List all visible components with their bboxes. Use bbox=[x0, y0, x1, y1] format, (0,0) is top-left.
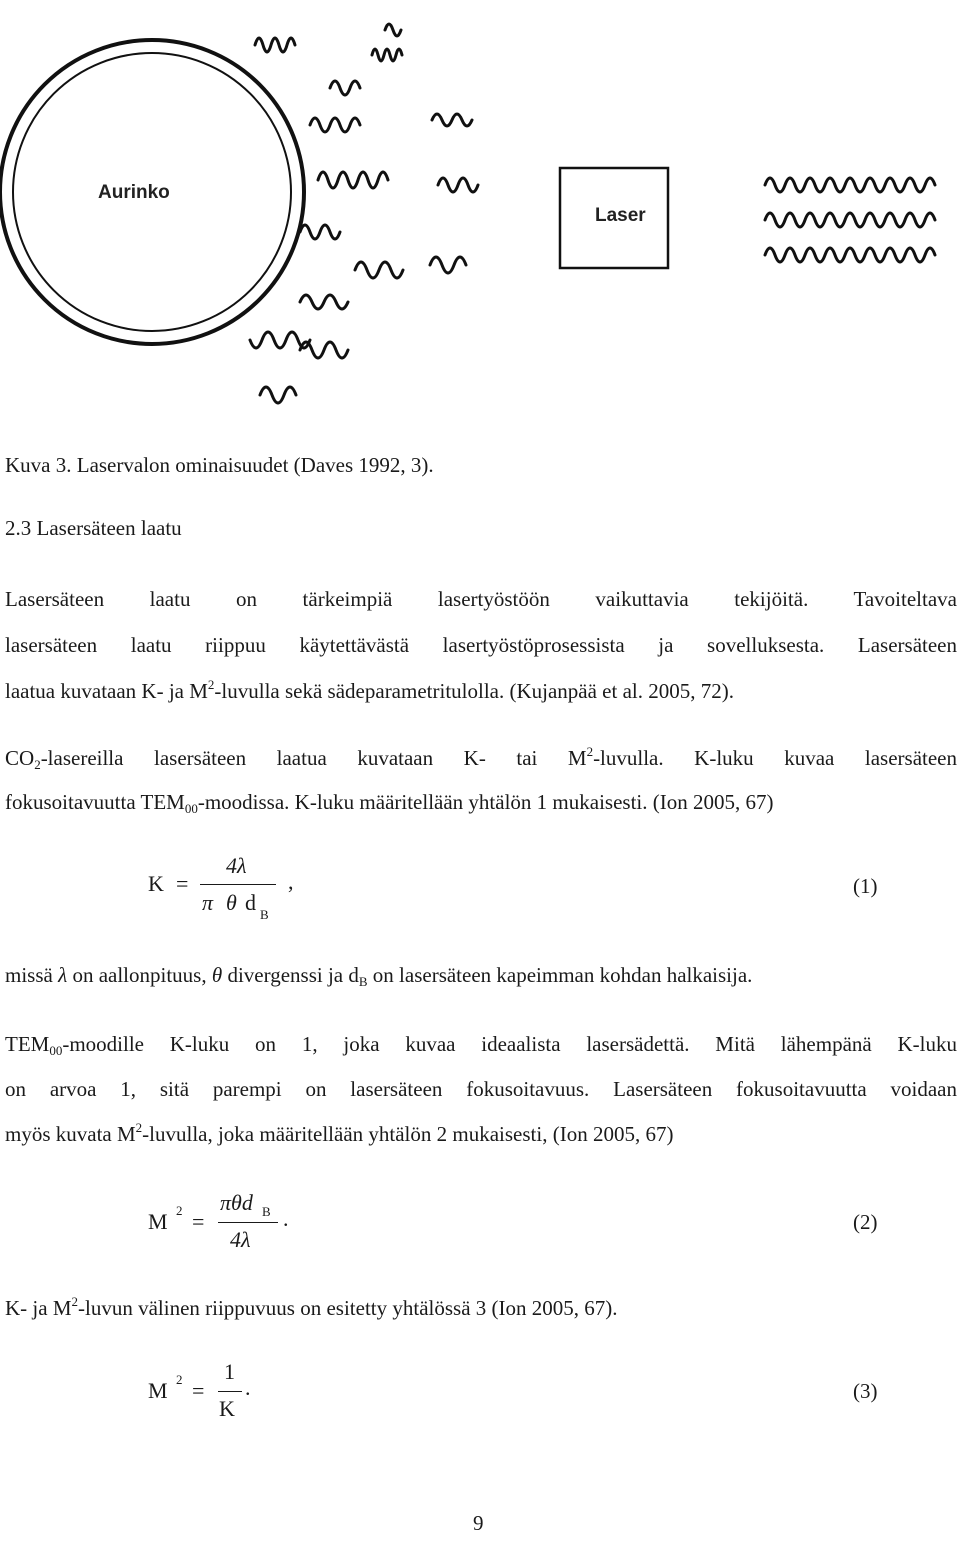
laser-wave-1 bbox=[765, 178, 935, 192]
sun-wave-1 bbox=[255, 38, 295, 52]
sun-wave-11 bbox=[430, 257, 466, 273]
sun-label: Aurinko bbox=[98, 182, 170, 203]
p4-line2: on arvoa 1, sitä parempi on lasersäteen fokusoitavuus. Lasersäteen fokusoitavuutta voidaan bbox=[5, 1077, 957, 1101]
eq3-lhs: M bbox=[148, 1378, 168, 1403]
p4-line3-a: myös kuvata M bbox=[5, 1122, 136, 1146]
p3-d: on lasersäteen kapeimman kohdan halkaisija. bbox=[367, 963, 753, 987]
p4-line1-b: -moodille K-luku on 1, joka kuvaa ideaalista lasersädettä. Mitä lähempänä K-luku bbox=[62, 1032, 957, 1056]
eq2-denominator: 4λ bbox=[230, 1227, 251, 1252]
sun-wave-6 bbox=[432, 114, 472, 126]
p1-line3 bbox=[5, 677, 957, 703]
eq1-den-d: d bbox=[245, 890, 256, 915]
laser-wave-3 bbox=[765, 248, 935, 262]
p1-line2: lasersäteen laatu riippuu käytettävästä lasertyöstöprosessista ja sovelluksesta. Lasersäteen bbox=[5, 633, 957, 657]
p5-b: -luvun välinen riippuvuus on esitetty yhtälössä 3 (Ion 2005, 67). bbox=[78, 1296, 618, 1320]
figure-laser-vs-sun bbox=[0, 0, 960, 410]
eq2-numerator: πθd bbox=[220, 1190, 253, 1215]
sun-wave-2 bbox=[372, 49, 402, 61]
eq2-fraction-bar bbox=[218, 1222, 278, 1223]
eq3-fraction-bar bbox=[218, 1391, 242, 1392]
eq1-den-pi: π bbox=[202, 890, 214, 915]
eq3-sup: 2 bbox=[176, 1372, 183, 1387]
figure-caption: Kuva 3. Laservalon ominaisuudet (Daves 1992, 3). bbox=[5, 453, 434, 477]
laser-wave-2 bbox=[765, 213, 935, 227]
p2-line2 bbox=[5, 790, 957, 816]
p4-line1-a: TEM bbox=[5, 1032, 50, 1056]
eq3-numerator: 1 bbox=[224, 1359, 235, 1384]
eq2-sup: 2 bbox=[176, 1203, 183, 1218]
eq3-number: (3) bbox=[853, 1379, 878, 1403]
p5-a: K- ja M bbox=[5, 1296, 72, 1320]
eq2-num-sub: B bbox=[262, 1204, 271, 1219]
p2-line1-c: -luvulla. K-luku kuvaa lasersäteen bbox=[593, 746, 957, 770]
eq3-equals: = bbox=[192, 1378, 205, 1403]
p2-line1-a: CO bbox=[5, 746, 35, 770]
sun-wave-8 bbox=[438, 178, 478, 192]
p3-b: on aallonpituus, bbox=[67, 963, 212, 987]
eq1-number: (1) bbox=[853, 874, 878, 898]
eq3-period: . bbox=[245, 1375, 251, 1400]
p4-line1 bbox=[5, 1032, 957, 1058]
sun-wave-9 bbox=[300, 225, 340, 239]
p4-line3-b: -luvulla, joka määritellään yhtälön 2 mukaisesti, (Ion 2005, 67) bbox=[142, 1122, 674, 1146]
eq2-lhs: M bbox=[148, 1209, 168, 1234]
sun-wave-7 bbox=[318, 172, 388, 188]
p2-line2-b: -moodissa. K-luku määritellään yhtälön 1 mukaisesti. (Ion 2005, 67) bbox=[197, 790, 774, 814]
sun-wave-15 bbox=[260, 387, 296, 403]
eq1-numerator: 4λ bbox=[226, 853, 247, 878]
p2-line2-a: fokusoitavuutta TEM bbox=[5, 790, 185, 814]
eq1-equals: = bbox=[176, 871, 189, 896]
page-number: 9 bbox=[473, 1511, 484, 1535]
sun-wave-4 bbox=[385, 24, 401, 36]
sun-wave-5 bbox=[310, 118, 360, 132]
eq3-denominator: K bbox=[219, 1396, 235, 1421]
p2-line1-sup: 2 bbox=[586, 744, 594, 759]
p5-line bbox=[5, 1294, 618, 1320]
section-heading: 2.3 Lasersäteen laatu bbox=[5, 516, 182, 540]
eq2-number: (2) bbox=[853, 1210, 878, 1234]
p2-line1 bbox=[5, 744, 957, 772]
p1-line3-b: -luvulla sekä sädeparametritulolla. (Kujanpää et al. 2005, 72). bbox=[214, 679, 734, 703]
laser-label: Laser bbox=[595, 205, 646, 226]
eq1-den-sub: B bbox=[260, 907, 269, 922]
sun-wave-10 bbox=[355, 262, 403, 278]
p2-line1-b: -lasereilla lasersäteen laatua kuvataan K- tai M bbox=[40, 746, 587, 770]
p1-line3-sup: 2 bbox=[207, 677, 215, 692]
p1-line3-a: laatua kuvataan K- ja M bbox=[5, 679, 208, 703]
p3-line bbox=[5, 963, 753, 989]
figure-illustration bbox=[0, 0, 960, 410]
p3-c: divergenssi ja d bbox=[222, 963, 359, 987]
p3-lambda: λ bbox=[58, 963, 68, 987]
p2-line1-sub: 2 bbox=[34, 757, 41, 772]
p2-line2-sub: 00 bbox=[184, 801, 198, 816]
p4-line3-sup: 2 bbox=[135, 1120, 143, 1135]
p4-line3 bbox=[5, 1120, 957, 1146]
p5-sup: 2 bbox=[71, 1294, 78, 1309]
eq1-den-theta: θ bbox=[226, 890, 237, 915]
eq1-fraction-bar bbox=[200, 884, 276, 885]
p1-line1: Lasersäteen laatu on tärkeimpiä lasertyöstöön vaikuttavia tekijöitä. Tavoiteltava bbox=[5, 587, 957, 611]
eq2-period: . bbox=[283, 1206, 289, 1231]
eq1-lhs: K bbox=[148, 871, 164, 896]
p3-a: missä bbox=[5, 963, 59, 987]
p4-line1-sub: 00 bbox=[49, 1043, 63, 1058]
p3-theta: θ bbox=[211, 963, 223, 987]
sun-wave-12 bbox=[300, 295, 348, 309]
p3-sub: B bbox=[358, 974, 368, 989]
eq1-comma: , bbox=[288, 869, 294, 894]
sun-wave-3 bbox=[330, 81, 360, 95]
eq2-equals: = bbox=[192, 1209, 205, 1234]
